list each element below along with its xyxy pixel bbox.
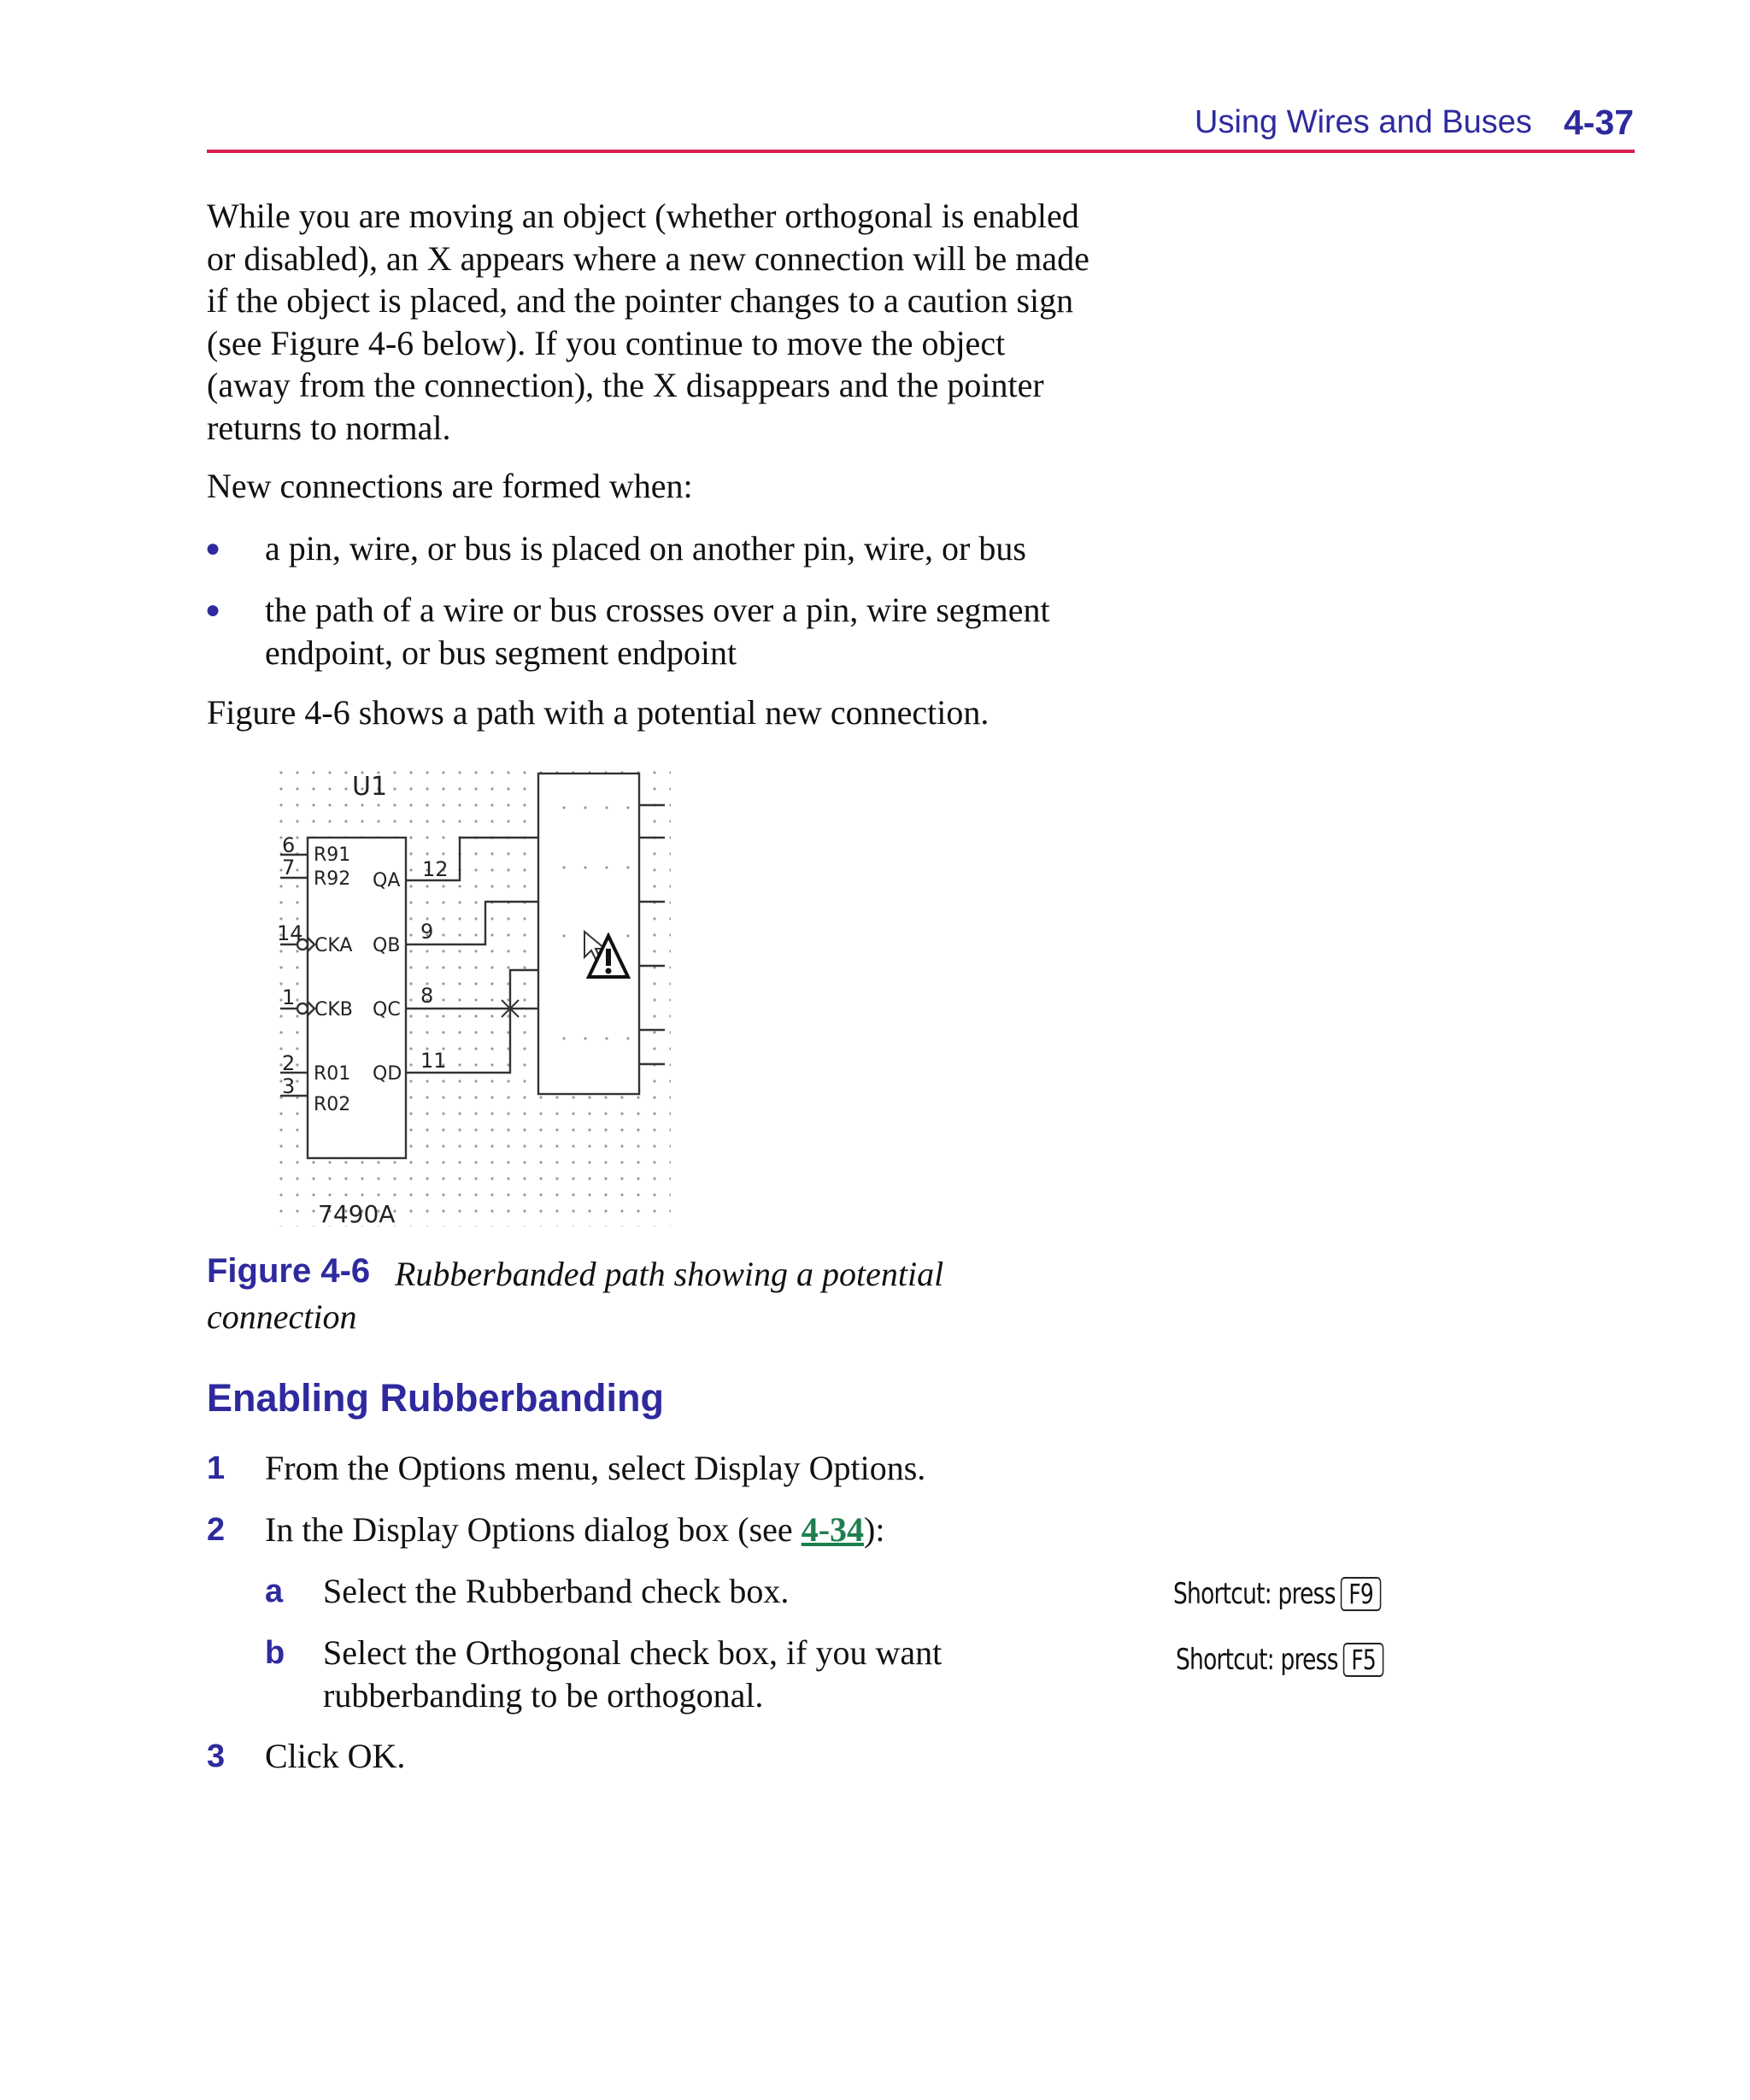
ic-label: QA [373, 870, 401, 891]
step-number: 3 [207, 1738, 226, 1774]
output-pin-number: 8 [420, 984, 434, 1008]
figure-intro: Figure 4-6 shows a path with a potential new connection. [207, 693, 990, 732]
page-reference-link[interactable]: 4-34 [801, 1510, 865, 1549]
pin-number: 1 [282, 985, 296, 1009]
ic-label: R91 [314, 844, 351, 866]
ic-label: R92 [314, 868, 351, 890]
step-text-before: In the Display Options dialog box (see [265, 1510, 802, 1549]
page-number: 4-37 [1564, 103, 1635, 142]
intro-line: returns to normal. [207, 408, 451, 447]
section-heading: Enabling Rubberbanding [207, 1376, 664, 1420]
ic-label: QD [373, 1063, 402, 1085]
output-pin-number: 11 [420, 1049, 447, 1073]
inverter-bubble [297, 1003, 308, 1014]
ic-label: CKB [314, 999, 353, 1021]
ic-label: QB [373, 935, 401, 956]
intro-paragraph [207, 195, 1147, 449]
component-part-number: 7490A [318, 1200, 396, 1228]
step-number: 2 [207, 1512, 226, 1548]
output-pin-number: 9 [420, 920, 434, 944]
shortcut-note [1176, 1643, 1383, 1677]
step-number: 1 [207, 1450, 226, 1486]
shortcut-label: Shortcut: press [1173, 1577, 1336, 1611]
figure-caption-label: Figure 4-6 [207, 1252, 371, 1290]
pin-number: 14 [277, 921, 303, 945]
schematic-diagram [273, 765, 675, 1231]
intro-line: (away from the connection), the X disappears and the pointer [207, 366, 1044, 404]
intro-line: (see Figure 4-6 below). If you continue to move the object [207, 323, 1006, 362]
right-block [538, 774, 639, 1094]
substep-letter: b [265, 1635, 285, 1671]
substep-line: Select the Orthogonal check box, if you want [323, 1633, 943, 1672]
intro-line: if the object is placed, and the pointer changes to a caution sign [207, 281, 1074, 320]
step-text [265, 1509, 884, 1551]
step-text: From the Options menu, select Display Options. [265, 1449, 926, 1487]
ic-label: QC [373, 999, 401, 1021]
ic-label: R02 [314, 1094, 351, 1115]
substep-letter: a [265, 1574, 284, 1609]
intro-line: or disabled), an X appears where a new connection will be made [207, 238, 1089, 278]
substep-text [323, 1632, 942, 1716]
pin-number: 7 [282, 856, 296, 879]
output-pin-number: 12 [422, 857, 449, 881]
bullet-line: the path of a wire or bus crosses over a pin, wire segment [265, 591, 1050, 629]
step-text-after: ): [864, 1510, 885, 1549]
connections-lead: New connections are formed when: [207, 467, 693, 505]
header-rule [207, 150, 1635, 153]
substep-text: Select the Rubberband check box. [323, 1572, 790, 1610]
component-ref: U1 [352, 772, 388, 802]
shortcut-note [1173, 1577, 1381, 1611]
keycap-f9: F9 [1341, 1577, 1381, 1611]
bullet-item [265, 589, 1050, 674]
figure-caption-text: Rubberbanded path showing a potential connection [207, 1255, 944, 1336]
shortcut-label: Shortcut: press [1176, 1643, 1338, 1677]
keycap-f5: F5 [1343, 1643, 1383, 1677]
pin-number: 2 [282, 1051, 296, 1075]
intro-line: While you are moving an object (whether orthogonal is enabled [207, 197, 1079, 235]
bullet-marker: ● [205, 534, 221, 562]
pin-number: 6 [282, 833, 296, 857]
ic-label: CKA [314, 935, 353, 956]
running-header-title: Using Wires and Buses [1195, 104, 1532, 140]
bullet-marker: ● [205, 596, 221, 624]
substep-line: rubberbanding to be orthogonal. [323, 1675, 764, 1715]
step-text: Click OK. [265, 1737, 406, 1775]
bullet-line: endpoint, or bus segment endpoint [265, 632, 737, 672]
figure-4-6 [273, 765, 675, 1231]
pin-number: 3 [282, 1074, 296, 1098]
ic-label: R01 [314, 1063, 351, 1085]
bullet-item: a pin, wire, or bus is placed on another pin, wire, or bus [265, 529, 1026, 568]
